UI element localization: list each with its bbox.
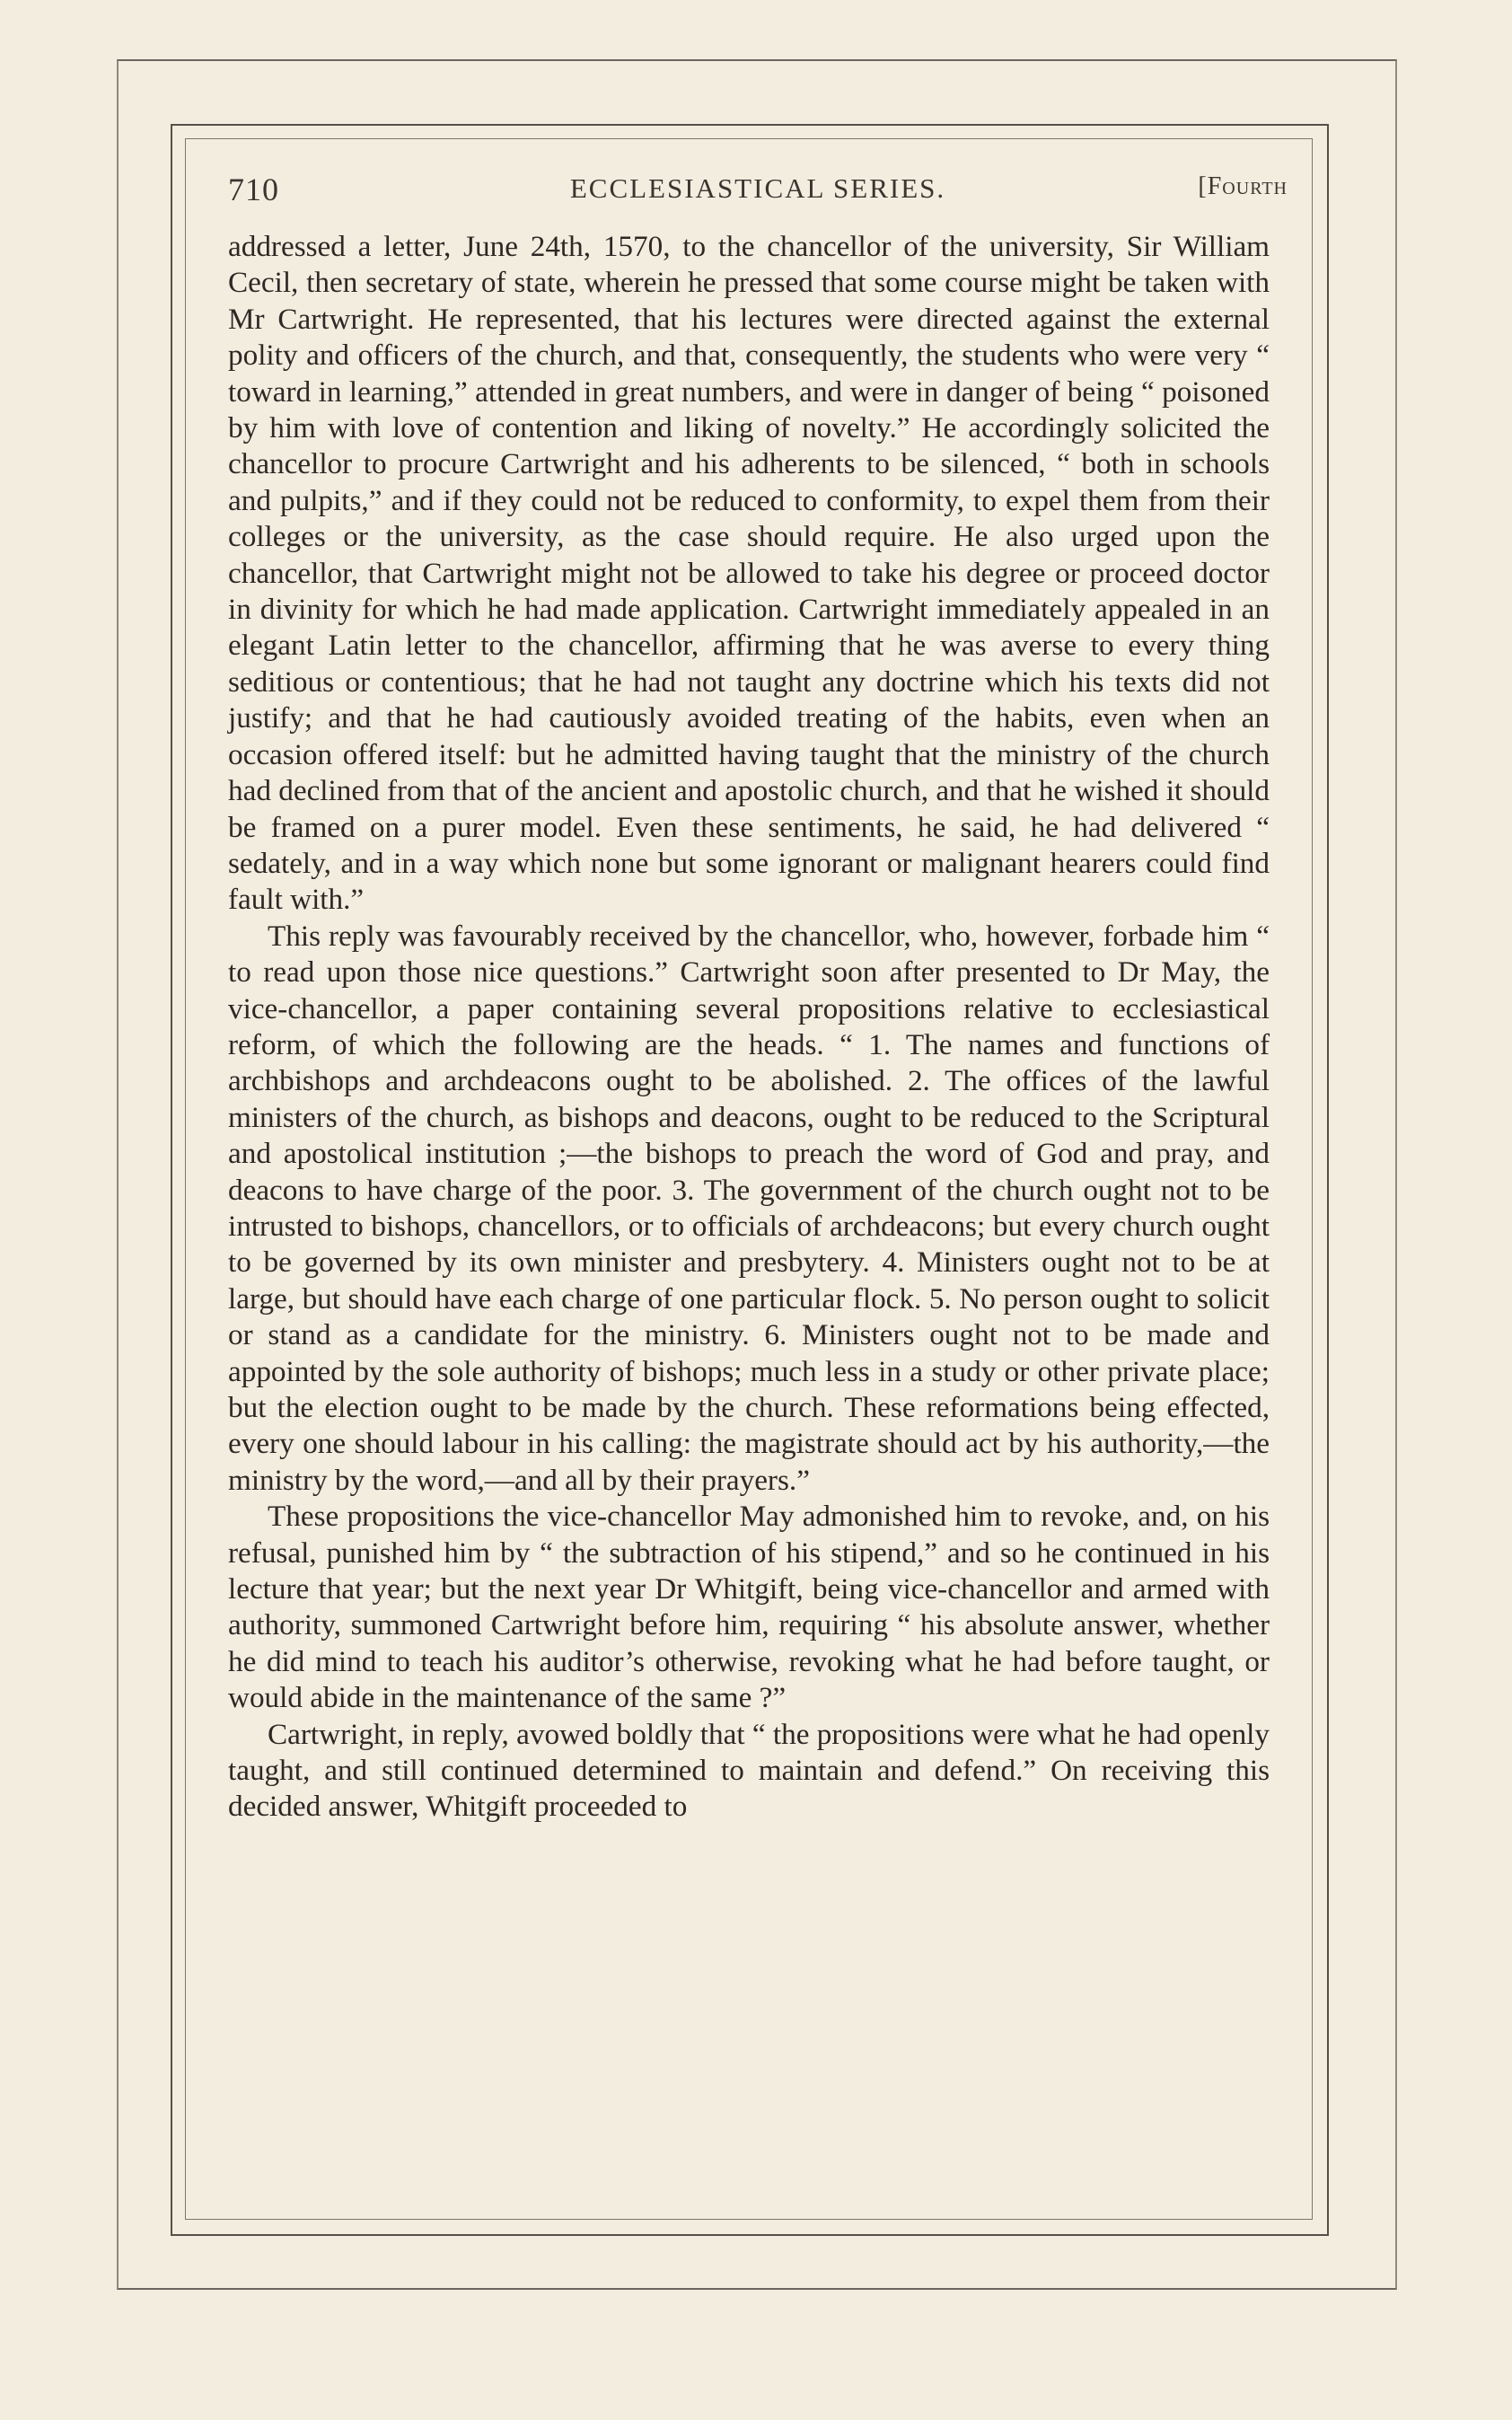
section-mark: [Fourth — [1198, 172, 1288, 200]
paragraph: Cartwright, in reply, avowed boldly that “ the propositions were what he had openly taught, and still continued determined to maintain and defend.” On receiving this decided answer, Whitgift proceeded to — [228, 1717, 1270, 1824]
page-header — [228, 171, 1288, 216]
running-head: ECCLESIASTICAL SERIES. — [569, 172, 946, 204]
paragraph: These propositions the vice-chancellor May admonished him to revoke, and, on his refusal, punished him by “ the subtraction of his stipend,” and so he continued in his lecture that year; but the next year Dr Whitgift, being vice-chancellor and armed with authority, summoned Cartwright before him, requiring “ his absolute answer, whether he did mind to teach his auditor’s otherwise, revoking what he had before taught, or would abide in the maintenance of the same ?” — [228, 1500, 1270, 1715]
paragraph: addressed a letter, June 24th, 1570, to the chancellor of the university, Sir William Cecil, then secretary of state, wherein he pressed that some course might be taken with Mr Cartwright. He represented, that his lectures were directed against the external polity and officers of the church, and that, consequently, the students who were very “ toward in learning,” attended in great numbers, and were in danger of being “ poisoned by him with love of contention and liking of novelty.” He accordingly solicited the chancellor to procure Cartwright and his adherents to be silenced, “ both in schools and pulpits,” and if they could not be reduced to conformity, to expel them from their colleges or the university, as the case should require. He also urged upon the chancellor, that Cartwright might not be allowed to take his degree or proceed doctor in divinity for which he had made application. Cartwright immediately appealed in an elegant Latin letter to the chancellor, affirming that he was averse to every thing seditious or contentious; that he had not taught any doctrine which his texts did not justify; and that he had cautiously avoided treating of the habits, even when an occasion offered itself: but he admitted having taught that the ministry of the church had declined from that of the ancient and apostolic church, and that he wished it should be framed on a purer model. Even these sentiments, he said, he had delivered “ sedately, and in a way which none but some ignorant or malignant hearers could find fault with.” — [228, 230, 1270, 917]
body-text — [228, 229, 1270, 1826]
page-number: 710 — [228, 172, 279, 207]
paragraph: This reply was favourably received by the chancellor, who, however, forbade him “ to read upon those nice questions.” Cartwright soon after presented to Dr May, the vice-chancellor, a paper containing several propositions relative to ecclesiastical reform, of which the following are the heads. “ 1. The names and functions of archbishops and archdeacons ought to be abolished. 2. The offices of the lawful ministers of the church, as bishops and deacons, ought to be reduced to the Scriptural and apostolical institution ;—the bishops to preach the word of God and pray, and deacons to have charge of the poor. 3. The government of the church ought not to be intrusted to bishops, chancellors, or to officials of archdeacons; but every church ought to be governed by its own minister and presbytery. 4. Ministers ought not to be at large, but should have each charge of one particular flock. 5. No person ought to solicit or stand as a candidate for the ministry. 6. Ministers ought not to be made and appointed by the sole authority of bishops; much less in a study or other private place; but the election ought to be made by the church. These reformations being effected, every one should labour in his calling: the magistrate should act by his authority,—the ministry by the word,—and all by their prayers.” — [228, 919, 1270, 1497]
